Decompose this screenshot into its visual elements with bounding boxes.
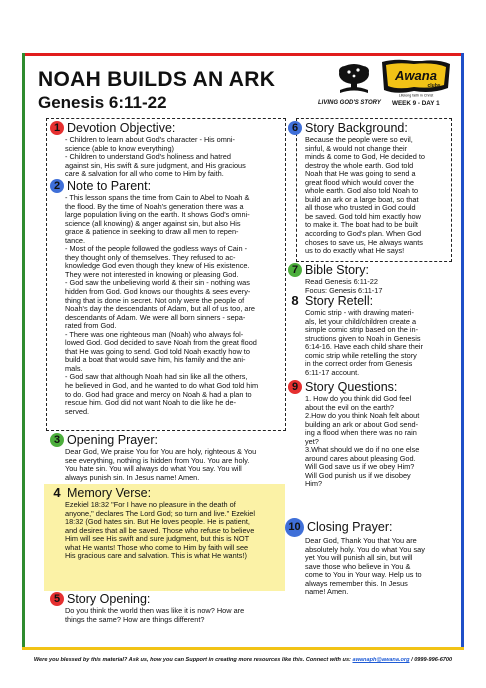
- body-line: they thought only of themselves. They refused to ac-: [65, 252, 236, 262]
- section-number-badge: 10: [285, 518, 304, 537]
- body-line: 1. How do you think did God feel: [305, 394, 412, 403]
- section-heading: Story Questions:: [305, 379, 398, 394]
- body-line: he believed in God, and he wanted to do what God told him: [65, 381, 259, 391]
- body-line: always punish sin. In Jesus name! Amen.: [65, 472, 200, 482]
- frame-left-border: [22, 53, 25, 650]
- section-number-badge: 4: [53, 485, 61, 500]
- body-line: us to do exactly what He says!: [305, 246, 405, 256]
- section-story-questions: [288, 380, 452, 489]
- body-line: what He wants! Those who come to Him by faith will see: [65, 542, 249, 552]
- section-heading: Opening Prayer:: [67, 432, 159, 447]
- body-line: - Most of the people followed the godless ways of Cain -: [65, 244, 248, 254]
- body-line: science (all knowing) & anger against sin, but also His: [65, 218, 241, 228]
- body-line: the flood. By the time of Noah's generation there was a: [65, 201, 244, 211]
- body-line: - God saw the unbelieving world & their sin - nothing was: [65, 278, 250, 288]
- body-line: Noah that He was going to send a: [305, 169, 416, 179]
- body-line: Ezekiel 18:32 "For I have no pleasure in the death of: [65, 500, 236, 509]
- svg-text:Lifelong faith in Christ: Lifelong faith in Christ: [398, 93, 434, 98]
- body-line: Will God save us if we obey Him?: [305, 462, 415, 472]
- body-line: that He was going to send. God told Noah exactly how to: [65, 346, 250, 356]
- body-line: and desires that all be saved. Those who refuse to believe: [65, 525, 255, 535]
- living-gods-story-label: LIVING GOD'S STORY: [318, 100, 381, 106]
- section-number-badge: 7: [288, 263, 302, 277]
- section-closing-prayer: [285, 518, 453, 597]
- frame-top-border: [22, 53, 464, 56]
- body-line: yet You will punish all sin, but will: [305, 553, 413, 563]
- body-line: - Children to learn about God's character - His omni-: [65, 135, 235, 144]
- body-line: see everything, nothing is hidden from You. You are holy.: [65, 455, 250, 465]
- section-number-badge: 8: [291, 293, 299, 308]
- body-line: be saved. God told him exactly how: [305, 211, 421, 221]
- section-body: [305, 136, 452, 256]
- body-line: grace & patience in seeking to draw all men to repen-: [65, 227, 239, 237]
- page-subtitle: Genesis 6:11-22: [38, 93, 167, 112]
- body-line: large population living on the earth. It shows God's omni-: [65, 210, 250, 220]
- section-heading: Note to Parent:: [67, 178, 152, 193]
- footer-text: Were you blessed by this material? Ask us, how you can Support in creating more resources like this. Connect with us:: [33, 657, 353, 663]
- body-line: hidden from God. God knows our thoughts & sees every-: [65, 287, 251, 297]
- body-line: His gracious care and salvation. This is what He wants!): [65, 551, 247, 561]
- body-line: destroy the whole earth. God told: [305, 160, 414, 170]
- body-line: Do you think the world then was like it is now? How are: [65, 606, 245, 615]
- body-line: care & salvation for all who come to Him by faith.: [65, 169, 224, 179]
- body-line: to make it. The boat had to be built: [305, 220, 418, 230]
- body-line: absolutely holy. You do what You say: [305, 544, 425, 554]
- body-line: against sin, His swift & sure judgment, and His gracious: [65, 160, 246, 170]
- section-heading: Story Opening:: [67, 591, 151, 606]
- body-line: - This lesson spans the time from Cain to Abel to Noah &: [65, 193, 250, 202]
- section-opening-prayer: [50, 433, 286, 482]
- section-story-retell: [288, 294, 452, 377]
- body-line: Because the people were so evil,: [305, 135, 413, 144]
- section-number-badge: 3: [50, 433, 64, 447]
- section-heading: Devotion Objective:: [67, 120, 176, 135]
- section-memory-verse: [50, 486, 286, 561]
- section-body: [65, 194, 286, 416]
- section-story-opening: [50, 592, 286, 624]
- body-line: building an ark or about God send-: [305, 419, 419, 429]
- body-line: things the same? How are things different?: [65, 614, 205, 624]
- body-line: always remember this. In Jesus: [305, 578, 408, 588]
- body-line: build a boat that would save him, his family and the ani-: [65, 355, 246, 365]
- awana-clubs-logo-icon: [378, 58, 454, 98]
- section-story-background: [288, 121, 452, 256]
- body-line: 2.How do you think Noah felt about: [305, 411, 420, 421]
- body-line: comic strip while retelling the story: [305, 350, 417, 360]
- body-line: yet?: [305, 436, 319, 446]
- section-body: [305, 537, 453, 597]
- section-body: [305, 309, 452, 377]
- svg-text:clubs: clubs: [427, 83, 441, 89]
- tree-logo-icon: [334, 62, 374, 96]
- body-line: save those who believe in You &: [305, 561, 411, 571]
- section-body: [65, 607, 286, 624]
- body-line: Dear God, Thank You that You are: [305, 536, 417, 545]
- body-line: Him will see His swift and sure judgment, but this is NOT: [65, 534, 250, 544]
- section-note-to-parent: [50, 179, 286, 416]
- svg-text:Awana: Awana: [395, 68, 437, 83]
- section-body: [305, 278, 452, 295]
- body-line: 6:11-17 account.: [305, 367, 360, 377]
- body-line: simple comic strip based on the in-: [305, 325, 419, 335]
- body-line: come to You in Your way. Help us to: [305, 570, 422, 580]
- body-line: rescue him. God did not want Noah to die like he de-: [65, 398, 237, 408]
- frame-bottom-border: [22, 647, 464, 650]
- body-line: knowledge God even though they knew of His existence.: [65, 261, 250, 271]
- body-line: tance.: [65, 235, 86, 245]
- body-line: 3.What should we do if no one else: [305, 445, 420, 455]
- body-line: anyone," declares The Lord God; so turn and live." Ezekiel: [65, 508, 256, 518]
- body-line: Read Genesis 6:11-22: [305, 277, 378, 286]
- body-line: whole earth. God also told Noah to: [305, 186, 419, 196]
- body-line: - There was one righteous man (Noah) who always fol-: [65, 329, 244, 339]
- body-line: 18:32 (God hates sin. But He loves people. He is patient,: [65, 517, 250, 527]
- body-line: Him?: [305, 479, 323, 489]
- section-heading: Closing Prayer:: [307, 520, 393, 535]
- body-line: structions given to Noah in Genesis: [305, 333, 421, 343]
- body-line: Focus: Genesis 6:11-17: [305, 285, 383, 295]
- week-day-label: WEEK 9 - DAY 1: [392, 100, 440, 107]
- body-line: They were not interested in knowing or pleasing God.: [65, 269, 239, 279]
- section-number-badge: 6: [288, 121, 302, 135]
- section-number-badge: 9: [288, 380, 302, 394]
- section-body: [305, 395, 452, 489]
- body-line: Comic strip - with drawing materi-: [305, 308, 414, 317]
- body-line: - Children to understand God's holiness and hatred: [65, 152, 231, 162]
- body-line: choses to save us, He always wants: [305, 237, 423, 247]
- section-body: [65, 448, 286, 482]
- body-line: Dear God, We praise You for You are holy, righteous & You: [65, 447, 257, 456]
- body-line: great flood which would cover the: [305, 177, 414, 187]
- body-line: sinful, & would not change their: [305, 143, 408, 153]
- body-line: descendants of Adam. We were all born sinners - sepa-: [65, 312, 246, 322]
- section-number-badge: 5: [50, 592, 64, 606]
- section-number-badge: 2: [50, 179, 64, 193]
- body-line: all those who trusted in God could: [305, 203, 416, 213]
- body-line: build an ark or a large boat, so that: [305, 194, 419, 204]
- section-heading: Story Background:: [305, 120, 408, 135]
- frame-right-border: [461, 53, 464, 650]
- body-line: ing a flood when there was no rain: [305, 428, 417, 438]
- section-body: [65, 501, 286, 561]
- footer-email-link[interactable]: awanaph@awana.org: [352, 657, 410, 663]
- body-line: - God saw that although Noah had sin like all the others,: [65, 372, 248, 382]
- body-line: minds & come to God, He decided to: [305, 152, 426, 162]
- body-line: about the evil on the earth?: [305, 402, 395, 412]
- body-line: 6:14-16. Have each child share their: [305, 342, 423, 352]
- body-line: mals.: [65, 363, 83, 373]
- body-line: science (able to know everything): [65, 143, 174, 153]
- page-title: NOAH BUILDS AN ARK: [38, 68, 276, 91]
- section-heading: Bible Story:: [305, 262, 369, 277]
- section-devotion-objective: [50, 121, 286, 179]
- body-line: rated from God.: [65, 321, 117, 331]
- body-line: served.: [65, 406, 90, 416]
- body-line: to do. God had grace and mercy on Noah & had a plan to: [65, 389, 252, 399]
- body-line: Will God punish us if we disobey: [305, 470, 411, 480]
- footer-note: [0, 657, 486, 663]
- section-bible-story: [288, 263, 452, 295]
- body-line: name! Amen.: [305, 587, 349, 597]
- body-line: in the correct order from Genesis: [305, 359, 413, 369]
- body-line: Noah's day the descendants of Adam, but all of us too, are: [65, 304, 256, 314]
- body-line: als, let your child/children create a: [305, 316, 417, 326]
- body-line: around cares about pleasing God.: [305, 453, 416, 463]
- section-number-badge: 1: [50, 121, 64, 135]
- section-body: [65, 136, 286, 179]
- body-line: lowed God. God decided to save Noah from the great flood: [65, 338, 257, 348]
- body-line: according to God's plan. When God: [305, 229, 422, 239]
- footer-phone: / 0999-996-6700: [409, 657, 453, 663]
- section-heading: Memory Verse:: [67, 485, 152, 500]
- body-line: thing that is done in secret. Not only were the people of: [65, 295, 245, 305]
- section-heading: Story Retell:: [305, 293, 374, 308]
- body-line: You hate sin. You will always do what You say. You will: [65, 464, 242, 474]
